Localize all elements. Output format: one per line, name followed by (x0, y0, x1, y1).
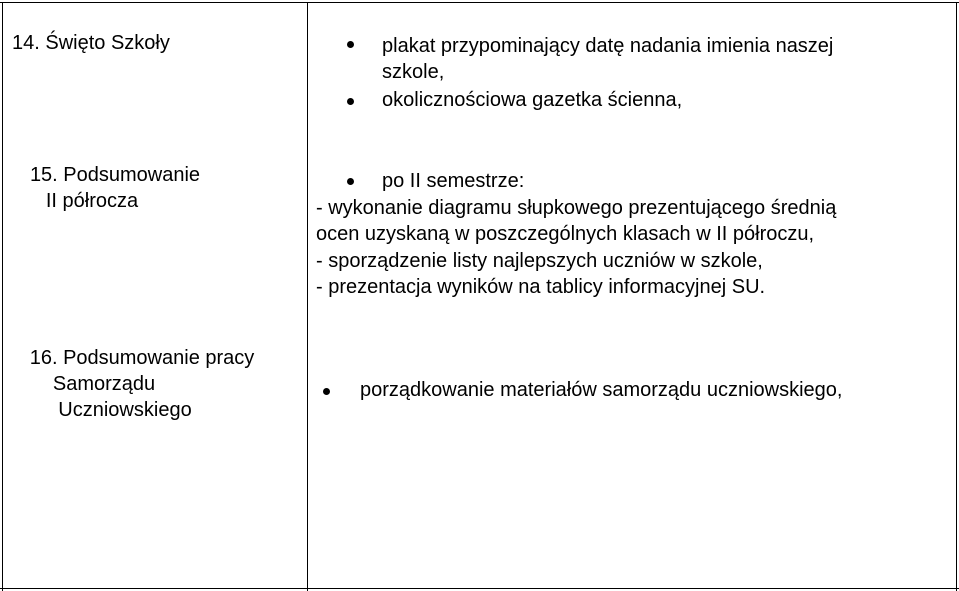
column-divider (307, 2, 308, 591)
bullet-icon (347, 178, 354, 185)
row-16-title-line-2: Samorządu (52, 373, 156, 395)
table-border-left (2, 2, 3, 591)
table-border-bottom (0, 588, 959, 589)
row-14-title: 14. Święto Szkoły (12, 32, 170, 54)
row-15-title-line-1: 15. Podsumowanie (29, 164, 201, 186)
bullet-icon (323, 388, 330, 395)
row-16-title-line-1: 16. Podsumowanie pracy (29, 347, 255, 369)
row-16-bullet: porządkowanie materiałów samorządu uczniowskiego, (360, 379, 843, 401)
row-14-bullet-2: okolicznościowa gazetka ścienna, (382, 89, 683, 111)
row-15-line-4: - prezentacja wyników na tablicy informacyjnej SU. (316, 276, 766, 298)
row-16-title-line-3: Uczniowskiego (58, 399, 192, 421)
table-border-right (956, 2, 957, 591)
row-14-bullet-1-continuation: szkole, (382, 61, 445, 83)
row-15-line-1: - wykonanie diagramu słupkowego prezentującego średnią (316, 197, 837, 219)
row-15-title-line-2: II półrocza (45, 190, 139, 212)
row-15-line-3: - sporządzenie listy najlepszych uczniów w szkole, (316, 250, 763, 272)
bullet-icon (347, 98, 354, 105)
row-14-bullet-1: plakat przypominający datę nadania imienia naszej (382, 35, 834, 57)
bullet-icon (347, 41, 354, 48)
table-border-top (0, 2, 959, 3)
row-15-line-2: ocen uzyskaną w poszczególnych klasach w II półroczu, (316, 223, 815, 245)
row-15-bullet: po II semestrze: (382, 170, 525, 192)
